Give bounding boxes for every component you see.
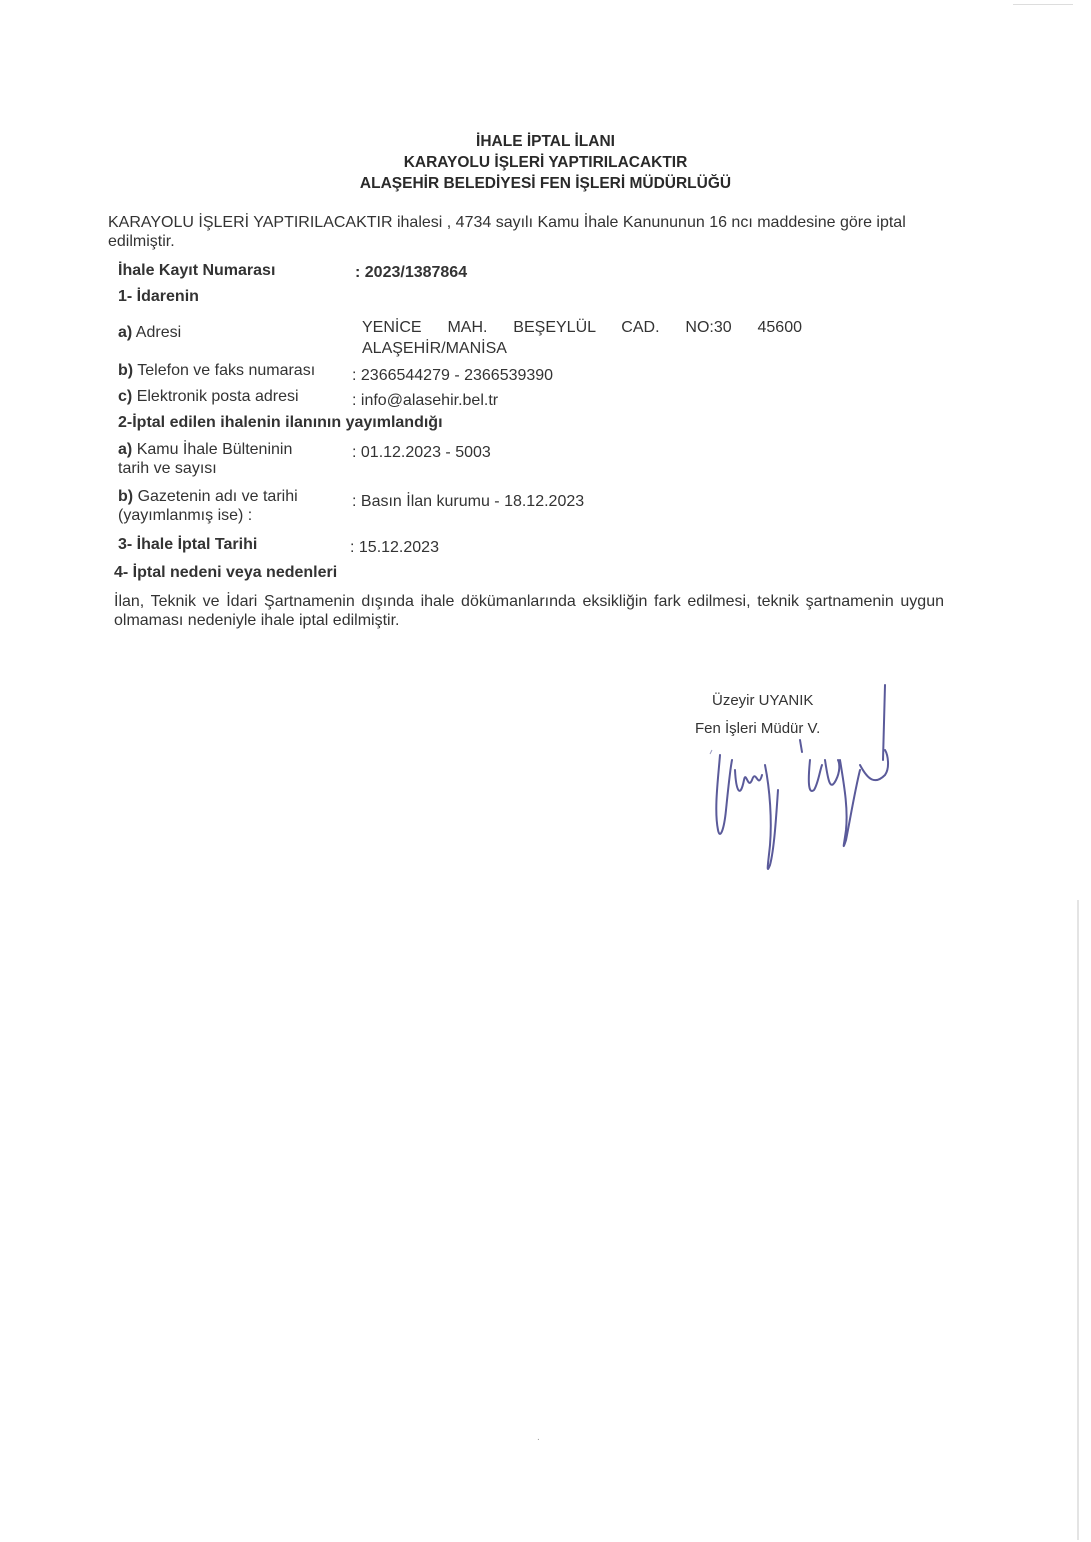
- intro-paragraph: KARAYOLU İŞLERİ YAPTIRILACAKTIR ihalesi , 4734 sayılı Kamu İhale Kanununun 16 ncı maddesine göre iptal edilmiştir.: [108, 214, 906, 250]
- section2-title: 2-İptal edilen ihalenin ilanının yayımlandığı: [118, 414, 443, 431]
- newspaper-label-line1: Gazetenin adı ve tarihi: [137, 488, 298, 505]
- bulletin-label: [118, 440, 338, 478]
- document-title: İHALE İPTAL İLANI: [476, 133, 615, 150]
- signatory-title: Fen İşleri Müdür V.: [695, 720, 821, 737]
- signature-stroke: [800, 740, 802, 752]
- institution-name: ALAŞEHİR BELEDİYESİ FEN İŞLERİ MÜDÜRLÜĞÜ: [359, 175, 732, 192]
- signature-stroke: [710, 750, 712, 754]
- signature-stroke: [765, 765, 778, 869]
- bulletin-key: a): [118, 441, 133, 458]
- address-label-text: Adresi: [135, 324, 182, 341]
- scan-edge-line: [1077, 900, 1079, 1540]
- signature-stroke: [825, 760, 839, 785]
- newspaper-label: [118, 487, 348, 525]
- signature-stroke: [716, 755, 732, 834]
- newspaper-label-line2: (yayımlanmış ise) :: [118, 507, 253, 524]
- signature-stroke: [809, 760, 822, 791]
- signature-stroke: [840, 760, 860, 846]
- bulletin-label-line1: Kamu İhale Bülteninin: [136, 441, 293, 458]
- section3-title: 3- İhale İptal Tarihi: [118, 536, 258, 553]
- signature-stroke: [883, 685, 885, 760]
- newspaper-value: : Basın İlan kurumu - 18.12.2023: [352, 493, 585, 510]
- bulletin-value: : 01.12.2023 - 5003: [352, 444, 491, 461]
- handwritten-signature: [690, 680, 910, 880]
- scan-mark: [1013, 4, 1073, 5]
- address-value-line2: ALAŞEHİR/MANİSA: [362, 340, 507, 357]
- address-key: a): [118, 324, 133, 341]
- email-label: [118, 387, 299, 406]
- email-label-text: Elektronik posta adresi: [136, 388, 299, 405]
- signature-stroke: [735, 770, 762, 791]
- email-key: c): [118, 388, 133, 405]
- footer-mark: .: [537, 1432, 540, 1443]
- bulletin-label-line2: tarih ve sayısı: [118, 460, 217, 477]
- section4-title: 4- İptal nedeni veya nedenleri: [114, 564, 338, 581]
- address-value-line1: YENİCE MAH. BEŞEYLÜL CAD. NO:30 45600: [362, 319, 802, 336]
- phone-value: : 2366544279 - 2366539390: [352, 367, 554, 384]
- email-value: : info@alasehir.bel.tr: [352, 392, 499, 409]
- phone-key: b): [118, 362, 134, 379]
- signatory-name: Üzeyir UYANIK: [712, 692, 814, 709]
- phone-label-text: Telefon ve faks numarası: [137, 362, 316, 379]
- newspaper-key: b): [118, 488, 134, 505]
- phone-label: [118, 361, 315, 380]
- cancel-date-value: : 15.12.2023: [350, 539, 439, 556]
- registry-value: : 2023/1387864: [355, 264, 468, 281]
- cancel-reason-text: İlan, Teknik ve İdari Şartnamenin dışında ihale dökümanlarında eksikliğin fark edilmesi, teknik şartnamenin uygun olmaması nedeniyle ihale iptal edilmiştir.: [114, 593, 944, 629]
- section1-title: 1- İdarenin: [118, 288, 199, 305]
- address-label: [118, 323, 181, 342]
- document-subtitle: KARAYOLU İŞLERİ YAPTIRILACAKTIR: [403, 154, 688, 171]
- registry-label: İhale Kayıt Numarası: [118, 262, 276, 279]
